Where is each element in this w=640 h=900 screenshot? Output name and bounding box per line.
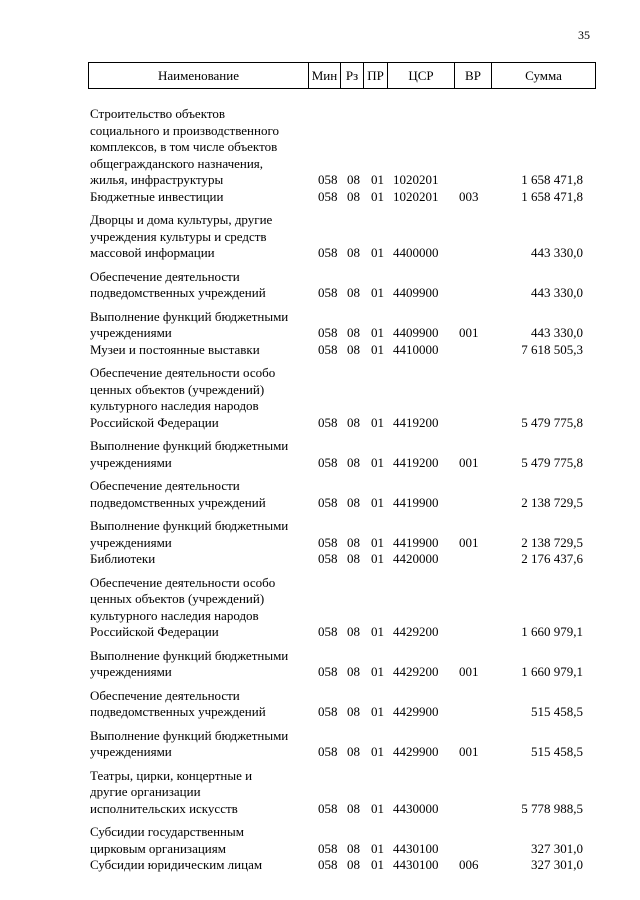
row-name-line: социального и производственного <box>90 122 279 138</box>
row-name <box>90 342 312 359</box>
table-row <box>0 728 640 761</box>
row-vr: 001 <box>459 534 479 550</box>
row-pr: 01 <box>371 454 384 470</box>
row-name <box>90 824 312 857</box>
row-name-line: Субсидии юридическим лицам <box>90 857 263 872</box>
row-min: 058 <box>318 414 338 430</box>
table-row <box>0 551 640 568</box>
row-name <box>90 106 312 189</box>
row-csr: 4419200 <box>393 414 439 430</box>
row-rz: 08 <box>347 454 360 470</box>
header-vr: ВР <box>455 63 492 89</box>
row-csr: 4429200 <box>393 664 439 679</box>
row-name-line: цирковым организациям <box>90 840 226 856</box>
row-name-line: Обеспечение деятельности <box>90 268 240 284</box>
row-rz: 08 <box>347 800 360 816</box>
table-row <box>0 212 640 262</box>
row-csr: 4400000 <box>393 245 439 260</box>
table-row <box>0 688 640 721</box>
row-name-line: учреждения культуры и средств <box>90 228 267 244</box>
table-header <box>88 62 596 89</box>
row-sum: 5 778 988,5 <box>521 800 583 816</box>
row-min: 058 <box>318 325 338 340</box>
row-name-line: подведомственных учреждений <box>90 494 266 510</box>
table-row <box>0 768 640 818</box>
row-sum: 515 458,5 <box>531 744 583 759</box>
row-min: 058 <box>318 172 338 187</box>
row-sum: 515 458,5 <box>531 704 583 719</box>
row-sum: 1 660 979,1 <box>521 664 583 679</box>
row-name-line: Выполнение функций бюджетными <box>90 308 289 324</box>
row-min: 058 <box>318 744 338 759</box>
row-pr: 01 <box>371 341 384 357</box>
row-name-line: исполнительских искусств <box>90 800 238 816</box>
row-csr: 4419200 <box>393 454 439 470</box>
row-rz: 08 <box>347 245 360 260</box>
row-name-line: подведомственных учреждений <box>90 704 266 719</box>
row-sum: 1 658 471,8 <box>521 172 583 187</box>
row-sum: 2 176 437,6 <box>521 551 583 566</box>
row-name-line: Бюджетные инвестиции <box>90 188 224 204</box>
row-name-line: Строительство объектов <box>90 106 225 121</box>
row-min: 058 <box>318 857 338 872</box>
row-pr: 01 <box>371 494 384 510</box>
row-name <box>90 648 312 681</box>
row-min: 058 <box>318 704 338 719</box>
row-vr: 001 <box>459 325 479 340</box>
header-csr: ЦСР <box>388 63 455 89</box>
row-sum: 5 479 775,8 <box>521 414 583 430</box>
row-pr: 01 <box>371 857 384 872</box>
row-rz: 08 <box>347 704 360 719</box>
row-pr: 01 <box>371 325 384 340</box>
row-name-line: учреждениями <box>90 454 172 470</box>
table-row <box>0 857 640 874</box>
row-name-line: Театры, цирки, концертные и <box>90 767 253 783</box>
row-csr: 4430000 <box>393 800 439 816</box>
row-min: 058 <box>318 245 338 260</box>
row-sum: 443 330,0 <box>531 325 583 340</box>
row-name-line: массовой информации <box>90 245 215 260</box>
table-row <box>0 824 640 857</box>
row-name <box>90 309 312 342</box>
page-number: 35 <box>578 28 590 42</box>
row-name-line: Обеспечение деятельности <box>90 687 240 703</box>
row-pr: 01 <box>371 624 384 639</box>
row-csr: 4429200 <box>393 624 439 639</box>
table-row <box>0 575 640 641</box>
header-row <box>89 63 596 89</box>
table-row <box>0 106 640 189</box>
header-name: Наименование <box>89 63 309 89</box>
table-row <box>0 189 640 206</box>
row-name-line: учреждениями <box>90 664 172 679</box>
row-vr: 003 <box>459 188 479 204</box>
row-pr: 01 <box>371 744 384 759</box>
row-name-line: жилья, инфраструктуры <box>90 172 224 187</box>
row-csr: 4430100 <box>393 840 439 856</box>
table-row <box>0 438 640 471</box>
row-sum: 7 618 505,3 <box>521 341 583 357</box>
row-min: 058 <box>318 840 338 856</box>
row-min: 058 <box>318 454 338 470</box>
row-name <box>90 438 312 471</box>
row-csr: 4410000 <box>393 341 439 357</box>
row-min: 058 <box>318 341 338 357</box>
row-min: 058 <box>318 624 338 639</box>
row-name <box>90 518 312 551</box>
row-pr: 01 <box>371 285 384 300</box>
row-min: 058 <box>318 800 338 816</box>
row-pr: 01 <box>371 188 384 204</box>
row-pr: 01 <box>371 840 384 856</box>
row-name-line: Библиотеки <box>90 551 156 566</box>
row-name <box>90 857 312 874</box>
row-name-line: ценных объектов (учреждений) <box>90 591 265 606</box>
row-csr: 4429900 <box>393 704 439 719</box>
table-row <box>0 478 640 511</box>
row-name-line: комплексов, в том числе объектов <box>90 139 278 154</box>
row-rz: 08 <box>347 744 360 759</box>
row-vr: 001 <box>459 744 479 759</box>
row-min: 058 <box>318 664 338 679</box>
row-csr: 4419900 <box>393 534 439 550</box>
row-pr: 01 <box>371 551 384 566</box>
table-row <box>0 648 640 681</box>
row-rz: 08 <box>347 664 360 679</box>
row-name-line: подведомственных учреждений <box>90 285 266 300</box>
row-name <box>90 478 312 511</box>
table-row <box>0 342 640 359</box>
row-pr: 01 <box>371 414 384 430</box>
row-vr: 006 <box>459 857 479 872</box>
row-pr: 01 <box>371 172 384 187</box>
row-pr: 01 <box>371 664 384 679</box>
row-name-line: Выполнение функций бюджетными <box>90 727 289 743</box>
row-name-line: другие организации <box>90 784 201 799</box>
row-rz: 08 <box>347 188 360 204</box>
row-sum: 327 301,0 <box>531 857 583 872</box>
row-rz: 08 <box>347 414 360 430</box>
row-name-line: учреждениями <box>90 325 172 340</box>
row-pr: 01 <box>371 704 384 719</box>
row-name-line: культурного наследия народов <box>90 607 259 623</box>
row-csr: 4409900 <box>393 325 439 340</box>
row-pr: 01 <box>371 800 384 816</box>
row-name <box>90 212 312 262</box>
row-csr: 1020201 <box>393 172 439 187</box>
row-min: 058 <box>318 551 338 566</box>
row-name <box>90 688 312 721</box>
row-rz: 08 <box>347 857 360 872</box>
row-name-line: Выполнение функций бюджетными <box>90 647 289 663</box>
row-name-line: Российской Федерации <box>90 414 219 430</box>
row-sum: 1 660 979,1 <box>521 624 583 639</box>
row-name-line: Субсидии государственным <box>90 824 244 839</box>
row-min: 058 <box>318 534 338 550</box>
row-name-line: Выполнение функций бюджетными <box>90 518 289 533</box>
row-rz: 08 <box>347 285 360 300</box>
row-name-line: Дворцы и дома культуры, другие <box>90 212 273 227</box>
row-vr: 001 <box>459 454 479 470</box>
row-pr: 01 <box>371 245 384 260</box>
row-rz: 08 <box>347 341 360 357</box>
row-rz: 08 <box>347 534 360 550</box>
row-sum: 5 479 775,8 <box>521 454 583 470</box>
header-pr: ПР <box>364 63 388 89</box>
row-name-line: учреждениями <box>90 744 172 759</box>
header-rz: Рз <box>341 63 364 89</box>
row-min: 058 <box>318 285 338 300</box>
row-name-line: Российской Федерации <box>90 624 219 639</box>
row-rz: 08 <box>347 840 360 856</box>
row-name-line: учреждениями <box>90 534 172 550</box>
table-row <box>0 518 640 551</box>
row-name <box>90 189 312 206</box>
row-name <box>90 269 312 302</box>
row-csr: 4430100 <box>393 857 439 872</box>
table-row <box>0 309 640 342</box>
row-sum: 2 138 729,5 <box>521 534 583 550</box>
row-name <box>90 768 312 818</box>
row-csr: 4419900 <box>393 494 439 510</box>
row-name <box>90 365 312 431</box>
row-rz: 08 <box>347 325 360 340</box>
row-min: 058 <box>318 188 338 204</box>
row-csr: 4409900 <box>393 285 439 300</box>
row-sum: 443 330,0 <box>531 245 583 260</box>
row-rz: 08 <box>347 172 360 187</box>
row-pr: 01 <box>371 534 384 550</box>
row-name-line: Выполнение функций бюджетными <box>90 438 289 453</box>
table-row <box>0 365 640 431</box>
row-name <box>90 551 312 568</box>
row-rz: 08 <box>347 494 360 510</box>
row-csr: 4429900 <box>393 744 439 759</box>
row-csr: 1020201 <box>393 188 439 204</box>
row-name-line: Обеспечение деятельности <box>90 478 240 493</box>
row-sum: 1 658 471,8 <box>521 188 583 204</box>
row-vr: 001 <box>459 664 479 679</box>
row-sum: 2 138 729,5 <box>521 494 583 510</box>
row-sum: 327 301,0 <box>531 840 583 856</box>
row-name-line: Обеспечение деятельности особо <box>90 574 276 590</box>
table-row <box>0 269 640 302</box>
row-name-line: Обеспечение деятельности особо <box>90 365 276 380</box>
row-csr: 4420000 <box>393 551 439 566</box>
row-name-line: общегражданского назначения, <box>90 155 264 171</box>
row-name-line: культурного наследия народов <box>90 398 259 413</box>
header-sum: Сумма <box>492 63 596 89</box>
row-rz: 08 <box>347 551 360 566</box>
row-min: 058 <box>318 494 338 510</box>
row-name <box>90 575 312 641</box>
row-rz: 08 <box>347 624 360 639</box>
header-min: Мин <box>309 63 341 89</box>
row-sum: 443 330,0 <box>531 285 583 300</box>
budget-rows <box>0 99 640 874</box>
row-name <box>90 728 312 761</box>
row-name-line: Музеи и постоянные выставки <box>90 341 260 357</box>
row-name-line: ценных объектов (учреждений) <box>90 381 265 397</box>
